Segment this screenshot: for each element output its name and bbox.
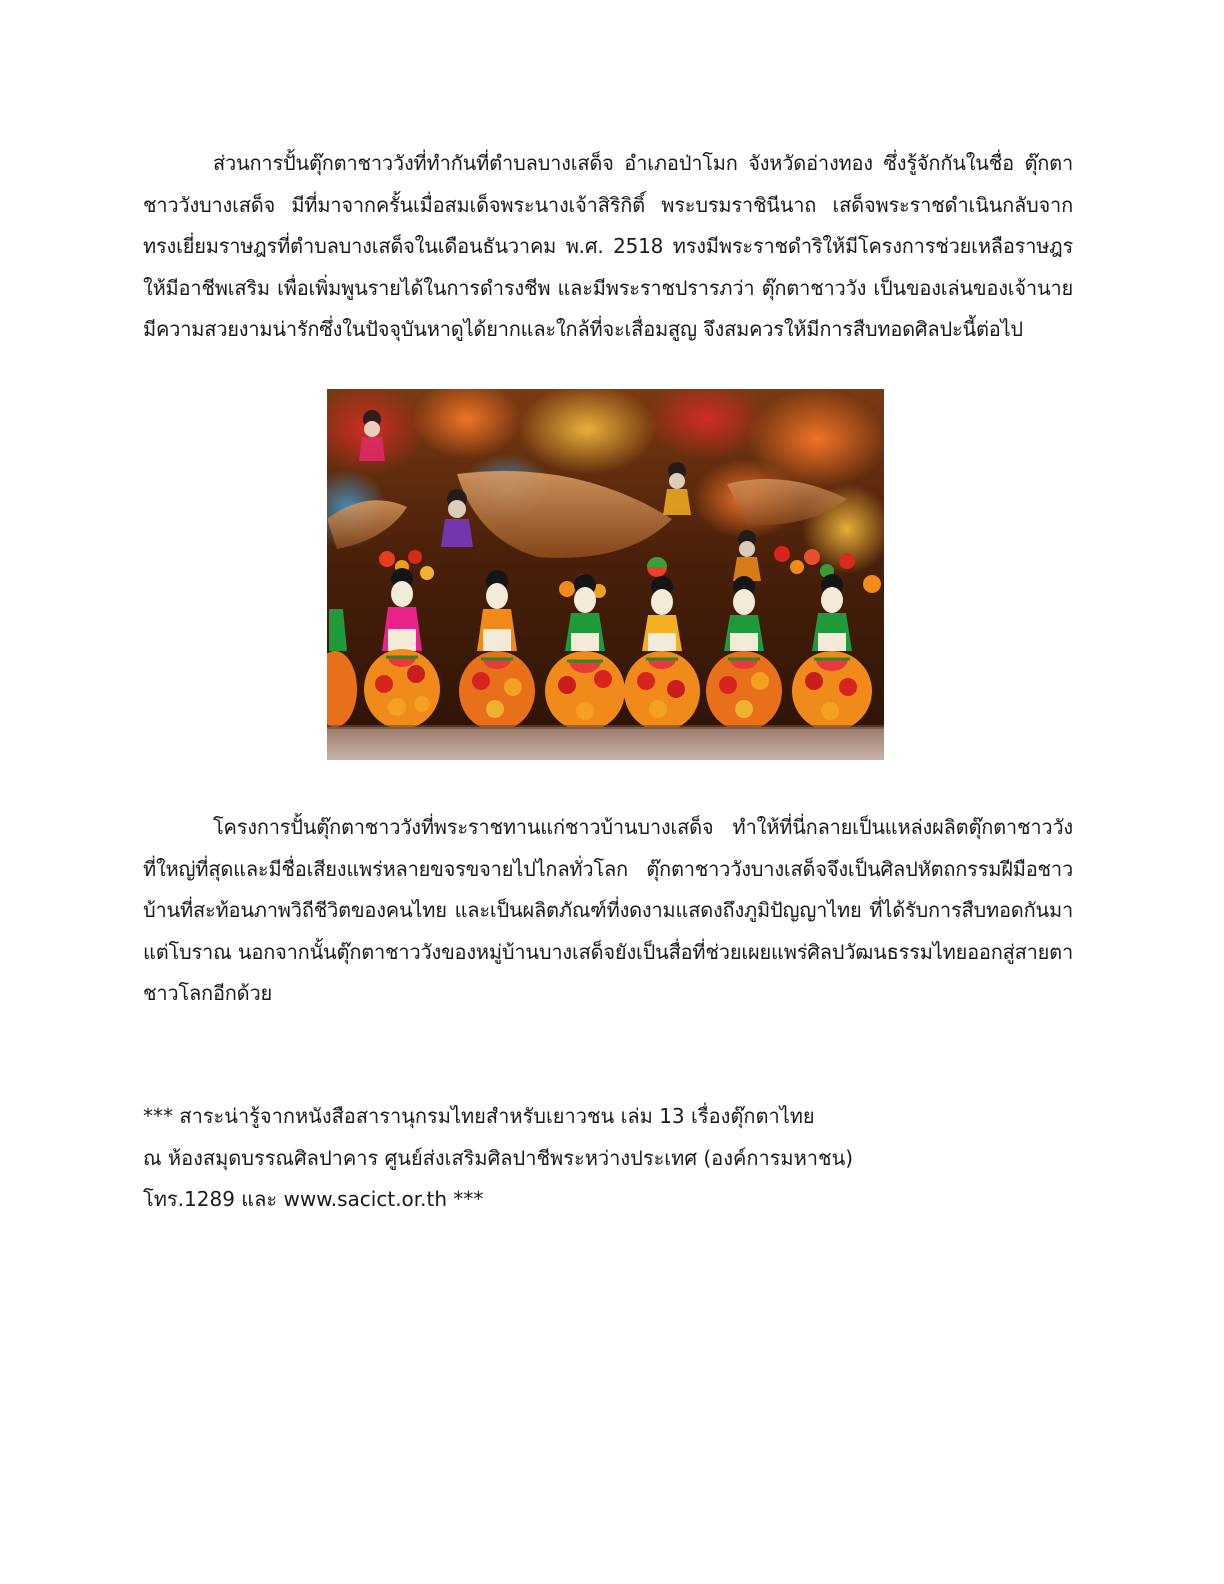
source-note-line-2: ณ ห้องสมุดบรรณศิลปาคาร ศูนย์ส่งเสริมศิลปาชีพระหว่างประเทศ (องค์การมหาชน) <box>143 1146 854 1170</box>
source-note-line-3: โทร.1289 และ www.sacict.or.th *** <box>143 1187 484 1211</box>
paragraph-origin: ส่วนการปั้นตุ๊กตาชาววังที่ทำกันที่ตำบลบางเสด็จ อำเภอป่าโมก จังหวัดอ่างทอง ซึ่งรู้จักกันในชื่อ ตุ๊กตาชาววังบางเสด็จ มีที่มาจากครั้นเมื่อสมเด็จพระนางเจ้าสิริกิติ์ พระบรมราชินีนาถ เสด็จพระราชดำเนินกลับจากทรงเยี่ยมราษฎรที่ตำบลบางเสด็จในเดือนธันวาคม พ.ศ. 2518 ทรงมีพระราชดำริให้มีโครงการช่วยเหลือราษฎรให้มีอาชีพเสริม เพื่อเพิ่มพูนรายได้ในการดำรงชีพ และมีพระราชปรารภว่า ตุ๊กตาชาววัง เป็นของเล่นของเจ้านายมีความสวยงามน่ารักซึ่งในปัจจุบันหาดูได้ยากและใกล้ที่จะเสื่อมสูญ จึงสมควรให้มีการสืบทอดศิลปะนี้ต่อไป <box>143 151 1073 341</box>
source-note-line-1: *** สาระน่ารู้จากหนังสือสารานุกรมไทยสำหรับเยาวชน เล่ม 13 เรื่องตุ๊กตาไทย <box>143 1104 815 1128</box>
doll-photo-illustration <box>327 389 884 760</box>
paragraph-project: โครงการปั้นตุ๊กตาชาววังที่พระราชทานแก่ชาวบ้านบางเสด็จ ทำให้ที่นี่กลายเป็นแหล่งผลิตตุ๊กตาชาววังที่ใหญ่ที่สุดและมีชื่อเสียงแพร่หลายขจรขจายไปไกลทั่วโลก ตุ๊กตาชาววังบางเสด็จจึงเป็นศิลปหัตถกรรมฝีมือชาวบ้านที่สะท้อนภาพวิถีชีวิตของคนไทย และเป็นผลิตภัณฑ์ที่งดงามแสดงถึงภูมิปัญญาไทย ที่ได้รับการสืบทอดกันมาแต่โบราณ นอกจากนั้นตุ๊กตาชาววังของหมู่บ้านบางเสด็จยังเป็นสื่อที่ช่วยเผยแพร่ศิลปวัฒนธรรมไทยออกสู่สายตาชาวโลกอีกด้วย <box>143 815 1073 1005</box>
photo-chao-wang-dolls <box>327 389 884 760</box>
